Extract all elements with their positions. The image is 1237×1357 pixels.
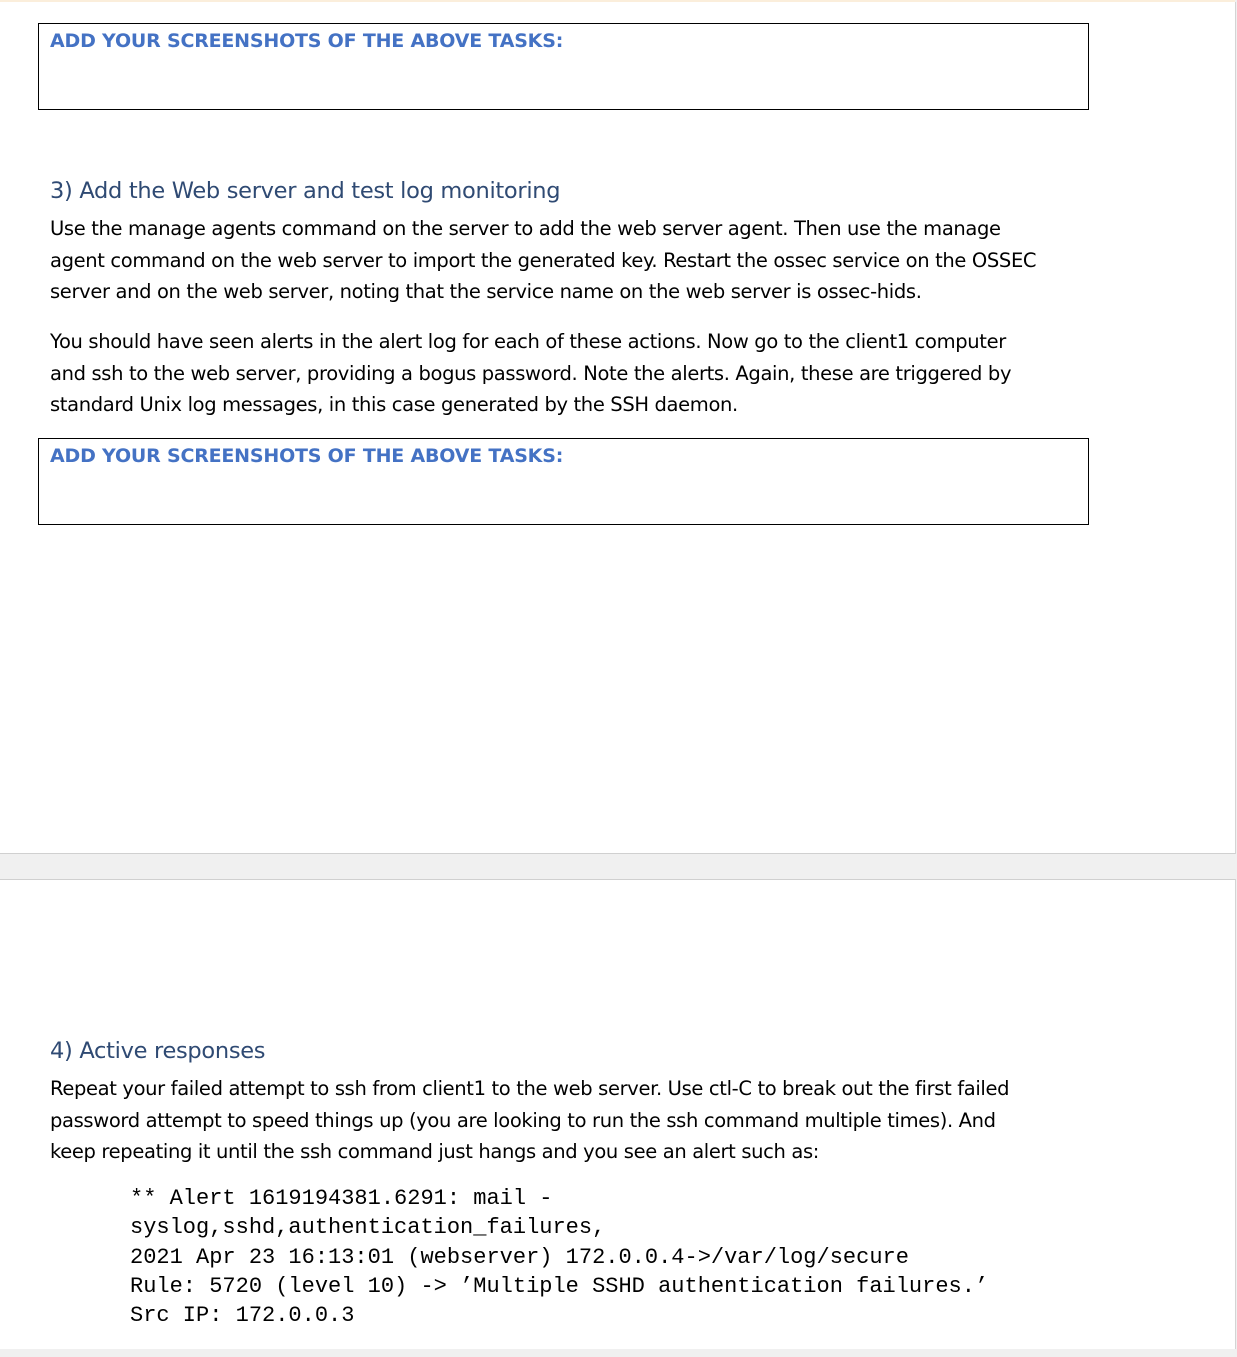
paragraph-line: standard Unix log messages, in this case generated by the SSH daemon. — [50, 393, 738, 416]
paragraph-line: keep repeating it until the ssh command just hangs and you see an alert such as: — [50, 1140, 819, 1163]
code-line: Src IP: 172.0.0.3 — [130, 1303, 355, 1329]
paragraph-line: password attempt to speed things up (you are looking to run the ssh command multiple times). And — [50, 1108, 996, 1132]
paragraph-line: Repeat your failed attempt to ssh from client1 to the web server. Use ctl-C to break out the first failed — [50, 1077, 1010, 1100]
section-3-paragraph-1 — [50, 213, 1090, 308]
document-page-1 — [0, 2, 1236, 854]
section-3-paragraph-2 — [50, 326, 1090, 421]
screenshot-box-label: ADD YOUR SCREENSHOTS OF THE ABOVE TASKS: — [50, 30, 564, 52]
alert-example-code-block — [130, 1184, 988, 1330]
paragraph-line: agent command on the web server to import the generated key. Restart the ossec service on the OSSEC — [50, 248, 1037, 272]
paragraph-line: and ssh to the web server, providing a bogus password. Note the alerts. Again, these are triggered by — [50, 361, 1012, 385]
section-3-heading: 3) Add the Web server and test log monitoring — [50, 178, 561, 204]
section-4-heading: 4) Active responses — [50, 1038, 266, 1064]
screenshot-placeholder-box-1[interactable] — [38, 23, 1089, 110]
paragraph-line: Use the manage agents command on the server to add the web server agent. Then use the manage — [50, 217, 1001, 240]
paragraph-line: server and on the web server, noting that the service name on the web server is ossec-hids. — [50, 280, 922, 303]
code-line: 2021 Apr 23 16:13:01 (webserver) 172.0.0.4->/var/log/secure — [130, 1244, 909, 1270]
section-4-paragraph-1 — [50, 1073, 1090, 1168]
code-line: Rule: 5720 (level 10) -> ’Multiple SSHD authentication failures.’ — [130, 1273, 989, 1299]
code-line: ** Alert 1619194381.6291: mail - — [130, 1186, 553, 1211]
screenshot-box-label: ADD YOUR SCREENSHOTS OF THE ABOVE TASKS: — [50, 445, 564, 467]
document-page-2 — [0, 879, 1236, 1349]
code-line: syslog,sshd,authentication_failures, — [130, 1215, 606, 1241]
paragraph-line: You should have seen alerts in the alert log for each of these actions. Now go to the client1 computer — [50, 330, 1006, 353]
screenshot-placeholder-box-2[interactable] — [38, 438, 1089, 525]
